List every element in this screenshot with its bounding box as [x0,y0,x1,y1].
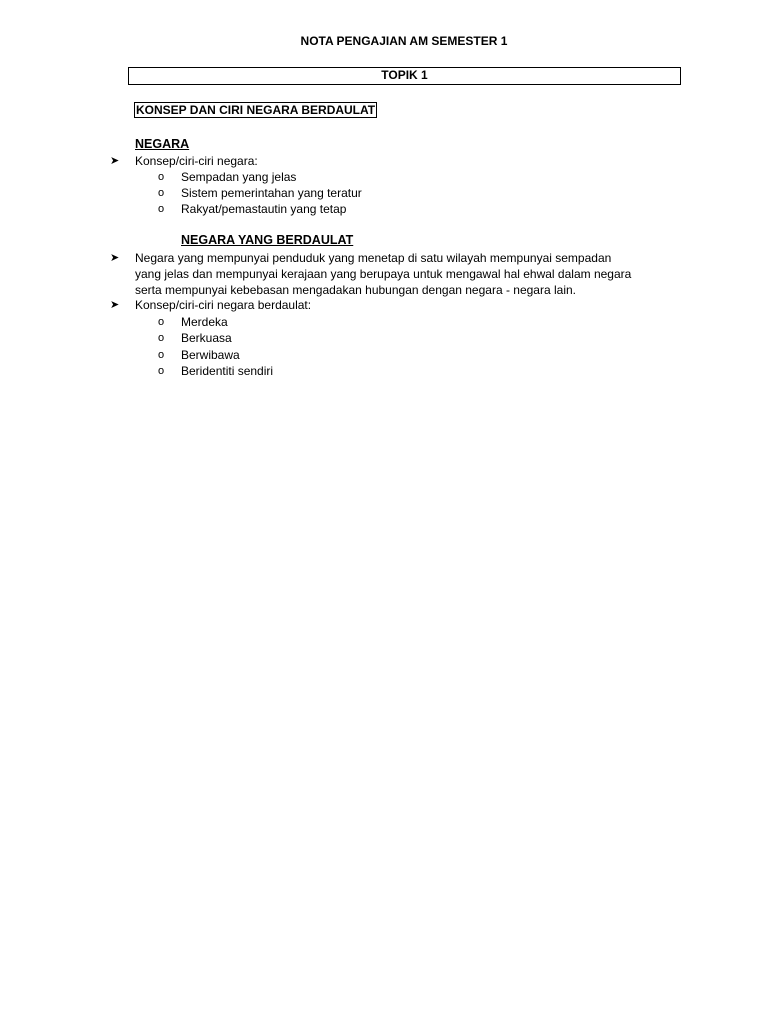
topic-box: TOPIK 1 [128,67,681,85]
negara-berdaulat-definition [135,250,675,298]
berdaulat-item: Merdeka [181,315,228,329]
document-title: NOTA PENGAJIAN AM SEMESTER 1 [300,34,508,48]
berdaulat-item: Beridentiti sendiri [181,364,274,378]
circle-bullet-icon: o [158,349,165,361]
arrow-bullet-icon: ➤ [110,252,120,264]
concept-heading: KONSEP DAN CIRI NEGARA BERDAULAT [136,103,376,117]
negara-item: Rakyat/pemastautin yang tetap [181,202,347,216]
definition-line: serta mempunyai kebebasan mengadakan hubungan dengan negara - negara lain. [135,283,576,297]
circle-bullet-icon: o [158,203,165,215]
negara-berdaulat-intro: Konsep/ciri-ciri negara berdaulat: [135,298,312,312]
negara-berdaulat-heading: NEGARA YANG BERDAULAT [181,233,354,247]
berdaulat-item: Berwibawa [181,348,240,362]
circle-bullet-icon: o [158,187,165,199]
negara-intro: Konsep/ciri-ciri negara: [135,154,258,168]
circle-bullet-icon: o [158,365,165,377]
circle-bullet-icon: o [158,171,165,183]
definition-line: yang jelas dan mempunyai kerajaan yang berupaya untuk mengawal hal ehwal dalam negara [135,267,632,281]
arrow-bullet-icon: ➤ [110,299,120,311]
circle-bullet-icon: o [158,332,165,344]
negara-item: Sistem pemerintahan yang teratur [181,186,362,200]
definition-line: Negara yang mempunyai penduduk yang menetap di satu wilayah mempunyai sempadan [135,251,612,265]
arrow-bullet-icon: ➤ [110,155,120,167]
berdaulat-item: Berkuasa [181,331,232,345]
circle-bullet-icon: o [158,316,165,328]
negara-item: Sempadan yang jelas [181,170,297,184]
negara-heading: NEGARA [135,137,190,151]
